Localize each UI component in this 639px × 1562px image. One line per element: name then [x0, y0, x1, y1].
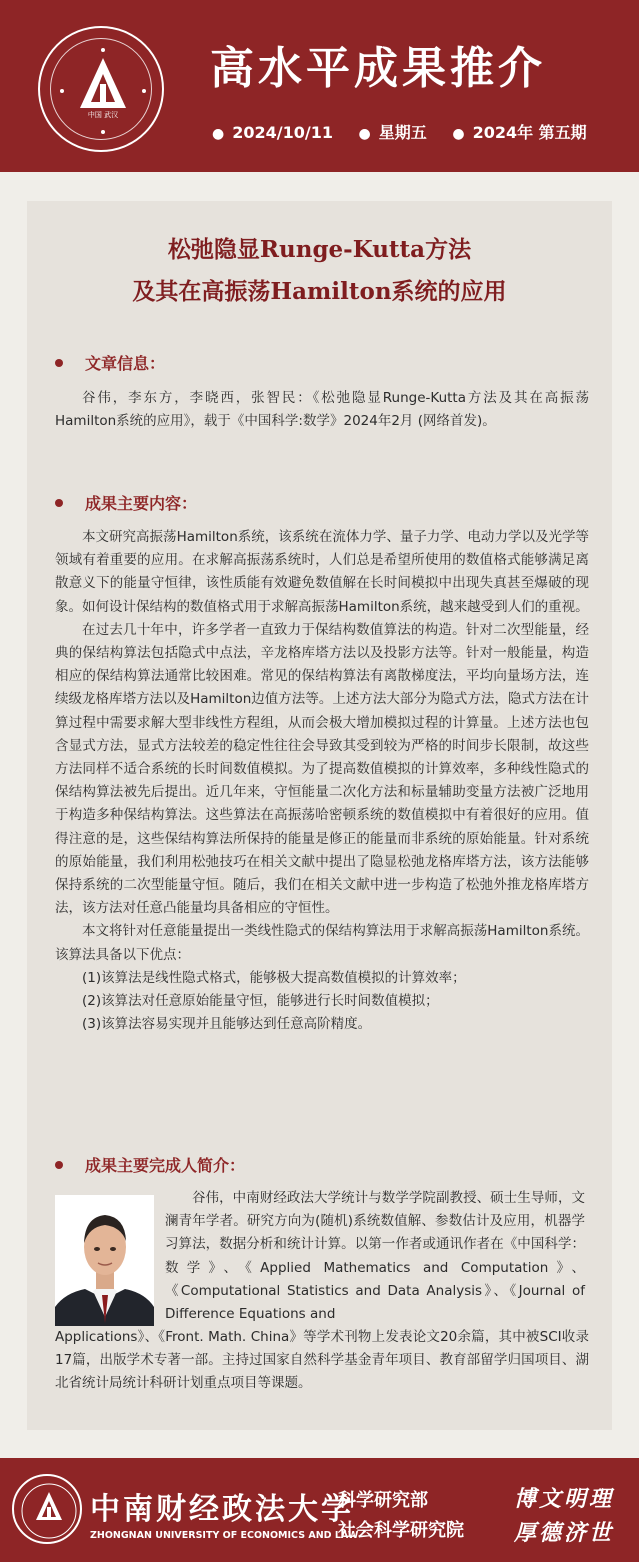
footer-motto-line2: 厚德济世 — [514, 1520, 615, 1546]
logo-emblem-icon — [40, 28, 166, 154]
page-title: 高水平成果推介 — [210, 43, 546, 94]
content-body — [55, 526, 589, 1036]
footer-university-logo — [12, 1474, 82, 1544]
issue-date: 2024/10/11 — [232, 123, 333, 142]
section-heading-info: 文章信息： — [55, 351, 165, 374]
footer-department — [338, 1486, 464, 1546]
content-paragraph-2: 在过去几十年中，许多学者一直致力于保结构数值算法的构造。针对二次型能量，经典的保结构算法包括隐式中点法，辛龙格库塔方法以及投影方法等。针对一般能量，构造相应的保结构算法通常比较困难。常见的保结构算法有离散梯度法，平均向量场方法，连续级龙格库塔方法以及Hamilton边值方法等。上述方法大部分为隐式方法，隐式方法在计算过程中需要求解大型非线性方程组，从而会极大增加模拟过程的计算量。上述方法也包含显式方法，显式方法较差的稳定性往往会导致其受到较为严格的时间步长限制，故这些方法同样不适合系统的长时间数值模拟。为了提高数值模拟的计算效率，多种线性隐式的保结构算法被先后提出。近几年来，守恒能量二次化方法和标量辅助变量方法被广泛地用于构造多种保结构算法。这些算法在高振荡哈密顿系统的数值模拟中有着很好的应用。值得注意的是，这些保结构算法所保持的能量是修正的能量而非系统的原始能量。针对系统的原始能量，我们利用松弛技巧在相关文献中提出了隐显松弛龙格库塔方法，该方法能够保持系统的二次型能量守恒。随后，我们在相关文献中进一步构造了松弛外推龙格库塔方法，该方法对任意凸能量均具备相应的守恒性。 — [55, 621, 589, 917]
article-title-line1: 松弛隐显Runge-Kutta方法 — [167, 236, 472, 263]
content-item-3: (3)该算法容易实现并且能够达到任意高阶精度。 — [82, 1016, 372, 1033]
content-item-2: (2)该算法对任意原始能量守恒，能够进行长时间数值模拟； — [82, 993, 439, 1010]
content-paragraph-1: 本文研究高振荡Hamilton系统，该系统在流体力学、量子力学、电动力学以及光学等领域有着重要的应用。在求解高振荡系统时，人们总是希望所使用的数值格式能够满足离散意义下的能量守恒律，该性质能有效避免数值解在长时间模拟中出现失真甚至爆破的现象。如何设计保结构的数值格式用于求解高振荡Hamilton系统，越来越受到人们的重视。 — [55, 529, 589, 615]
author-bio-part1: 谷伟，中南财经政法大学统计与数学学院副教授、硕士生导师，文澜青年学者。研究方向为(随机)系统数值解、参数估计及应用，机器学习算法，数据分析和统计计算。以第一作者或通讯作者在《中国科学：数学》、《Applied Mathematics and Computation》、《Computational Statistics and Data Analysis》、《Journal of Difference Equations and — [165, 1190, 585, 1323]
footer-logo-emblem-icon — [14, 1476, 84, 1546]
content-item-1: (1)该算法是线性隐式格式，能够极大提高数值模拟的计算效率； — [82, 969, 466, 986]
footer-banner — [0, 1458, 639, 1562]
author-bio-part2: Applications》、《Front. Math. China》等学术刊物上发表论文20余篇，其中被SCI收录17篇，出版学术专著一部。主持过国家自然科学基金青年项目、教育部留学归国项目、湖北省统计局统计科研计划重点项目等课题。 — [55, 1329, 589, 1392]
issue-weekday: 星期五 — [378, 123, 427, 142]
header-banner — [0, 0, 639, 172]
author-photo — [55, 1195, 154, 1326]
issue-number: 2024年 第五期 — [472, 123, 587, 142]
footer-dept-line2: 社会科学研究院 — [338, 1520, 464, 1541]
university-logo — [38, 26, 164, 152]
article-title-line2: 及其在高振荡Hamilton系统的应用 — [132, 278, 507, 305]
section-heading-author: 成果主要完成人简介： — [55, 1153, 245, 1176]
footer-motto — [514, 1482, 614, 1550]
bullet-icon — [55, 499, 63, 507]
section-heading-content: 成果主要内容： — [55, 491, 197, 514]
logo-inner-text: 中国 武汉 — [87, 111, 119, 119]
footer-motto-line1: 博文明理 — [514, 1486, 615, 1512]
footer-university-en: ZHONGNAN UNIVERSITY OF ECONOMICS AND LAW — [90, 1530, 359, 1541]
article-card — [27, 201, 612, 1430]
bullet-icon — [55, 1161, 63, 1169]
issue-meta: ● 2024/10/11 ● 星期五 ● 2024年 第五期 — [212, 123, 587, 142]
footer-dept-line1: 科学研究部 — [338, 1490, 428, 1511]
footer-university-name: 中南财经政法大学 — [90, 1492, 354, 1527]
bullet-icon — [55, 359, 63, 367]
content-paragraph-3: 本文将针对任意能量提出一类线性隐式的保结构算法用于求解高振荡Hamilton系统。该算法具备以下优点： — [55, 923, 589, 963]
article-info-text: 谷伟，李东方，李晓西，张智民：《松弛隐显Runge-Kutta方法及其在高振荡Hamilton系统的应用》，载于《中国科学:数学》2024年2月 (网络首发)。 — [55, 390, 589, 430]
